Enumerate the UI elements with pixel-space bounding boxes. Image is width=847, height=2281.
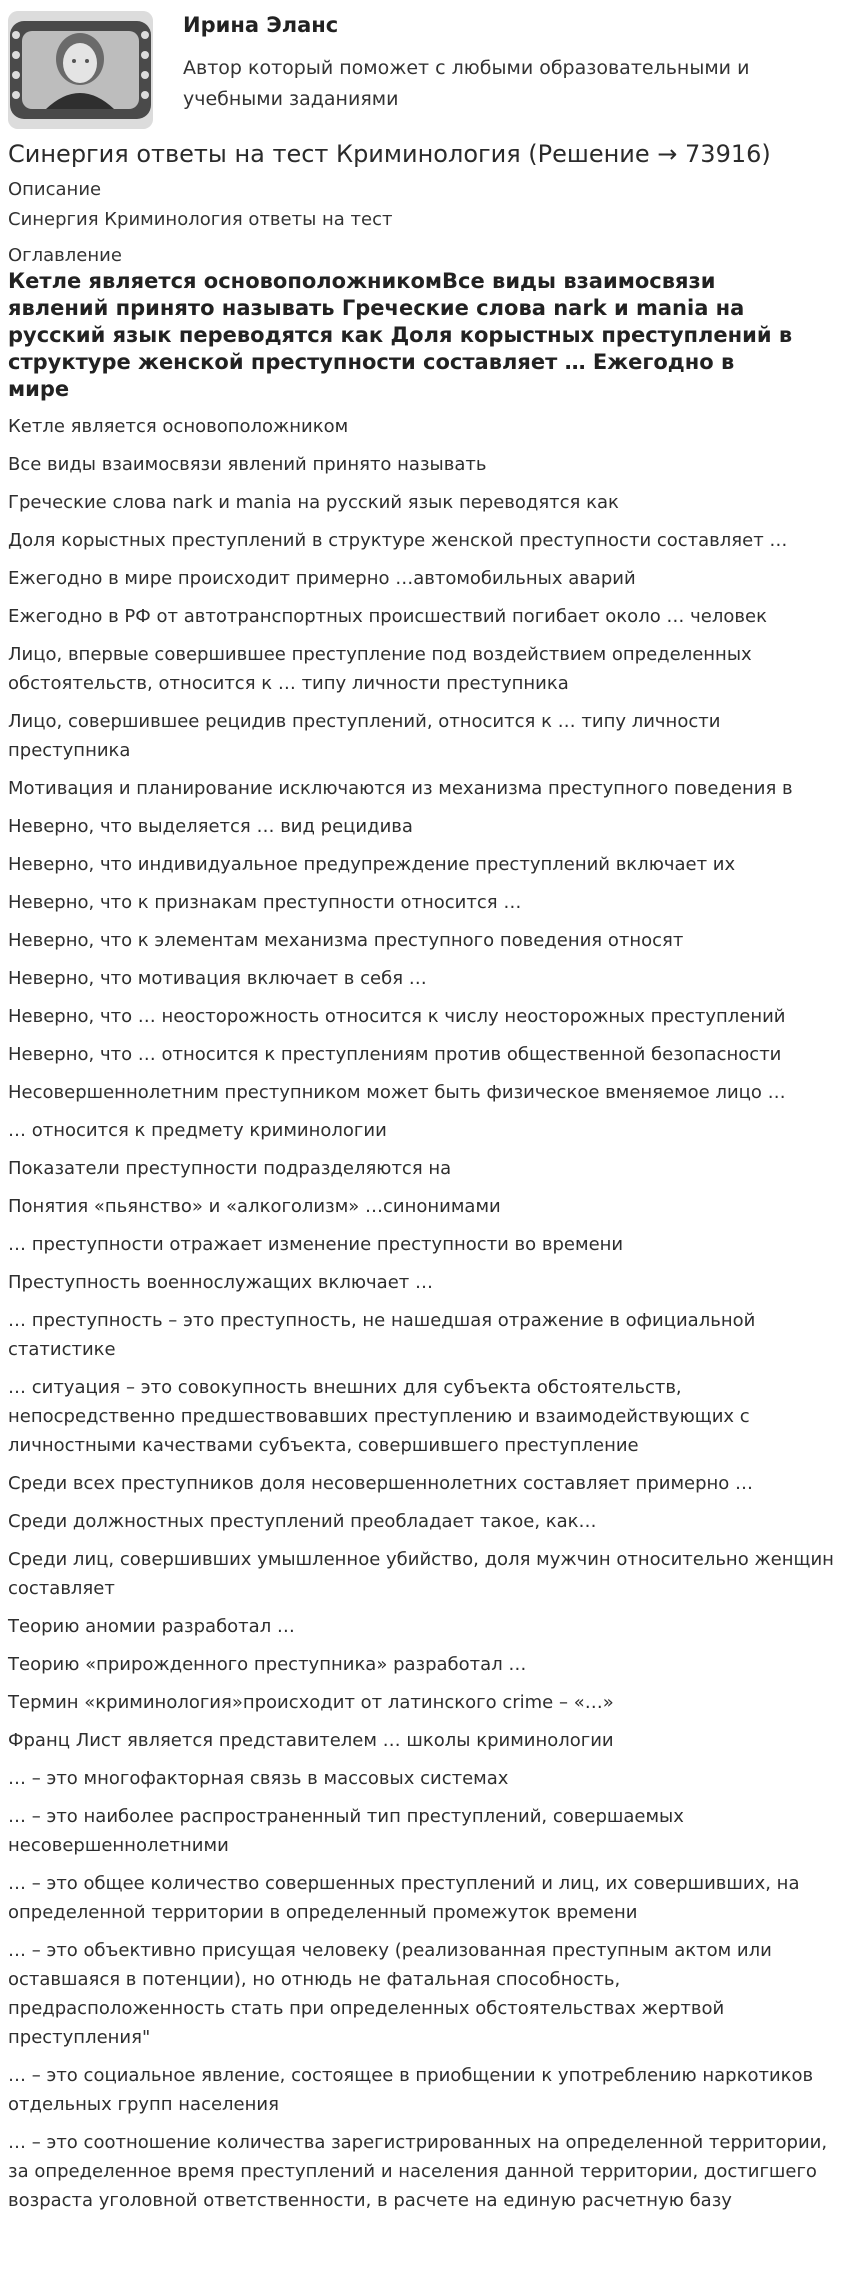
question-list bbox=[8, 412, 840, 2215]
toc-heading: Кетле является основоположникомВсе виды взаимосвязи явлений принято называть Греческие слова nark и mania на русский язык переводятся как Доля корыстных преступлений в структуре женской преступности составляет … Ежегодно в мире bbox=[8, 269, 793, 401]
list-item: Кетле является основоположником bbox=[8, 416, 349, 437]
toc-label: Оглавление bbox=[8, 245, 122, 266]
list-item: Доля корыстных преступлений в структуре женской преступности составляет … bbox=[8, 530, 788, 551]
list-item: Несовершеннолетним преступником может быть физическое вменяемое лицо … bbox=[8, 1082, 786, 1103]
list-item: Показатели преступности подразделяются на bbox=[8, 1158, 452, 1179]
list-item: Теорию «прирожденного преступника» разработал … bbox=[8, 1654, 527, 1675]
list-item: Лицо, впервые совершившее преступление под воздействием определенных обстоятельств, относится к … типу личности преступника bbox=[8, 644, 752, 694]
list-item: Среди должностных преступлений преобладает такое, как… bbox=[8, 1511, 597, 1532]
author-avatar bbox=[8, 11, 153, 129]
list-item: Неверно, что мотивация включает в себя … bbox=[8, 968, 427, 989]
list-item: Среди всех преступников доля несовершеннолетних составляет примерно … bbox=[8, 1473, 754, 1494]
list-item: … преступности отражает изменение преступности во времени bbox=[8, 1234, 624, 1255]
list-item: … относится к предмету криминологии bbox=[8, 1120, 387, 1141]
list-item: Неверно, что к признакам преступности относится … bbox=[8, 892, 522, 913]
list-item: Мотивация и планирование исключаются из механизма преступного поведения в bbox=[8, 778, 793, 799]
list-item: Неверно, что к элементам механизма преступного поведения относят bbox=[8, 930, 684, 951]
description-label: Описание bbox=[8, 179, 102, 200]
list-item: Ежегодно в мире происходит примерно …автомобильных аварий bbox=[8, 568, 636, 589]
list-item: Понятия «пьянство» и «алкоголизм» …синонимами bbox=[8, 1196, 501, 1217]
list-item: Греческие слова nark и mania на русский язык переводятся как bbox=[8, 492, 619, 513]
list-item: Франц Лист является представителем … школы криминологии bbox=[8, 1730, 614, 1751]
list-item: … – это многофакторная связь в массовых системах bbox=[8, 1768, 509, 1789]
list-item: … ситуация – это совокупность внешних для субъекта обстоятельств, непосредственно предшествовавших преступлению и взаимодействующих с личностными качествами субъекта, совершившего преступление bbox=[8, 1377, 750, 1456]
list-item: … – это наиболее распространенный тип преступлений, совершаемых несовершеннолетними bbox=[8, 1806, 684, 1856]
list-item: Неверно, что … неосторожность относится к числу неосторожных преступлений bbox=[8, 1006, 786, 1027]
list-item: Ежегодно в РФ от автотранспортных происшествий погибает около … человек bbox=[8, 606, 767, 627]
author-photo-icon bbox=[8, 11, 153, 129]
list-item: Среди лиц, совершивших умышленное убийство, доля мужчин относительно женщин составляет bbox=[8, 1549, 834, 1599]
list-item: … – это социальное явление, состоящее в приобщении к употреблению наркотиков отдельных групп населения bbox=[8, 2065, 814, 2115]
page-title: Синергия ответы на тест Криминология (Решение → 73916) bbox=[8, 140, 771, 168]
list-item: … – это общее количество совершенных преступлений и лиц, их совершивших, на определенной территории в определенный промежуток времени bbox=[8, 1873, 800, 1923]
list-item: … – это объективно присущая человеку (реализованная преступным актом или оставшаяся в потенции), но отнюдь не фатальная способность, предрасположенность стать при определенных обстоятельствах жертвой преступления" bbox=[8, 1940, 772, 2048]
author-description: Автор который поможет с любыми образовательными и учебными заданиями bbox=[183, 57, 750, 110]
list-item: Преступность военнослужащих включает … bbox=[8, 1272, 433, 1293]
list-item: Теорию аномии разработал … bbox=[8, 1616, 295, 1637]
list-item: Лицо, совершившее рецидив преступлений, относится к … типу личности преступника bbox=[8, 711, 721, 761]
author-name: Ирина Эланс bbox=[183, 13, 339, 37]
list-item: … – это соотношение количества зарегистрированных на определенной территории, за определенное время преступлений и населения данной территории, достигшего возраста уголовной ответственности, в расчете на единую расчетную базу bbox=[8, 2132, 828, 2211]
list-item: Термин «криминология»происходит от латинского crime – «…» bbox=[8, 1692, 614, 1713]
author-card bbox=[8, 9, 838, 134]
description-text: Синергия Криминология ответы на тест bbox=[8, 209, 393, 230]
list-item: Неверно, что … относится к преступлениям против общественной безопасности bbox=[8, 1044, 782, 1065]
list-item: Неверно, что индивидуальное предупреждение преступлений включает их bbox=[8, 854, 736, 875]
list-item: … преступность – это преступность, не нашедшая отражение в официальной статистике bbox=[8, 1310, 756, 1360]
list-item: Неверно, что выделяется … вид рецидива bbox=[8, 816, 413, 837]
main-content bbox=[8, 138, 840, 2224]
list-item: Все виды взаимосвязи явлений принято называть bbox=[8, 454, 487, 475]
